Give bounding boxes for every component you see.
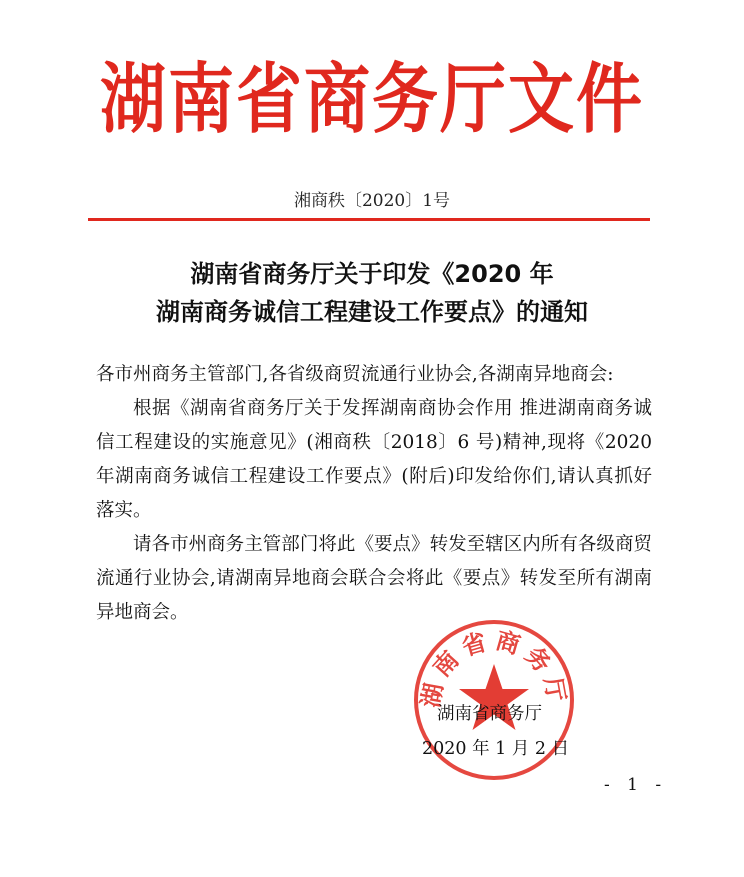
signing-organization: 湖南省商务厅 [437, 704, 542, 724]
seal-text: 湖南省商务厅 [416, 626, 572, 710]
document-header-title: 湖南省商务厅文件 [100, 55, 644, 144]
red-divider-line [88, 218, 650, 221]
notice-title [0, 255, 744, 331]
body-paragraph-2: 请各市州商务主管部门将此《要点》转发至辖区内所有各级商贸流通行业协会,请湖南异地商会联合会将此《要点》转发至所有湖南异地商会。 [96, 534, 652, 623]
notice-body [96, 358, 652, 630]
body-paragraph-1: 根据《湖南省商务厅关于发挥湖南商协会作用 推进湖南商务诚信工程建设的实施意见》(湘商秩〔2018〕6 号)精神,现将《2020 年湖南商务诚信工程建设工作要点》(附后)印发给你们,请认真抓好落实。 [96, 398, 652, 521]
document-number: 湘商秩〔2020〕1号 [293, 191, 451, 211]
notice-title-line-2: 湖南商务诚信工程建设工作要点》的通知 [156, 298, 588, 326]
notice-title-line-1: 湖南省商务厅关于印发《2020 年 [190, 260, 554, 288]
addressee-line: 各市州商务主管部门,各省级商贸流通行业协会,各湖南异地商会: [96, 364, 614, 385]
page-number: - 1 - [604, 775, 668, 795]
signing-date: 2020 年 1 月 2 日 [422, 739, 570, 759]
